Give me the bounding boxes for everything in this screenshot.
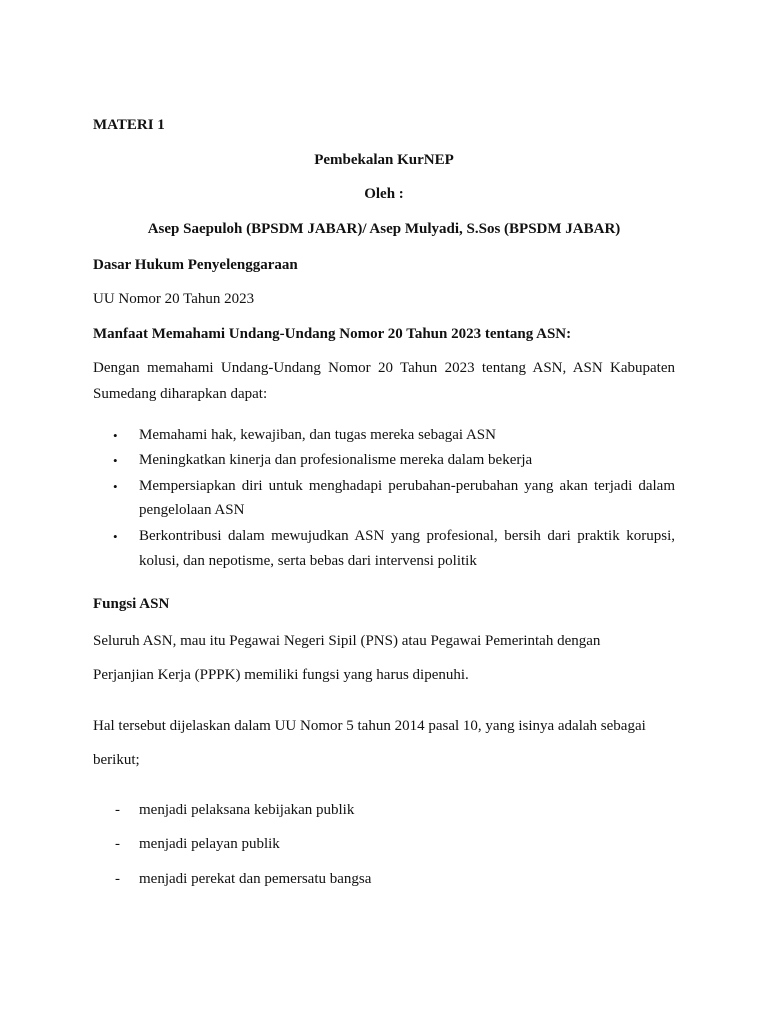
functions-para2-line2: berikut; xyxy=(93,752,140,768)
list-item-text: menjadi pelaksana kebijakan publik xyxy=(139,802,355,818)
list-item-text: Berkontribusi dalam mewujudkan ASN yang profesional, bersih dari praktik korupsi, xyxy=(139,528,675,544)
legal-basis-text: UU Nomor 20 Tahun 2023 xyxy=(93,291,255,307)
document-heading: MATERI 1 xyxy=(93,117,165,133)
functions-heading: Fungsi ASN xyxy=(93,596,170,612)
benefits-intro-line1: Dengan memahami Undang-Undang Nomor 20 Tahun 2023 tentang ASN, ASN Kabupaten xyxy=(93,360,675,376)
list-item-text-continued: kolusi, dan nepotisme, serta bebas dari intervensi politik xyxy=(139,553,477,569)
by-label: Oleh : xyxy=(364,186,404,202)
list-item-text: menjadi perekat dan pemersatu bangsa xyxy=(139,871,372,887)
list-item-text: Mempersiapkan diri untuk menghadapi perubahan-perubahan yang akan terjadi dalam xyxy=(139,478,675,494)
functions-para1-line2: Perjanjian Kerja (PPPK) memiliki fungsi yang harus dipenuhi. xyxy=(93,667,469,683)
dash-icon: - xyxy=(115,871,120,887)
benefits-intro-line2: Sumedang diharapkan dapat: xyxy=(93,386,268,402)
legal-basis-heading: Dasar Hukum Penyelenggaraan xyxy=(93,257,298,273)
dash-icon: - xyxy=(115,802,120,818)
document-title: Pembekalan KurNEP xyxy=(314,152,454,168)
benefits-heading: Manfaat Memahami Undang-Undang Nomor 20 Tahun 2023 tentang ASN: xyxy=(93,326,572,342)
dash-icon: - xyxy=(115,836,120,852)
bullet-icon: • xyxy=(113,529,118,544)
bullet-icon: • xyxy=(113,428,118,443)
document-page xyxy=(93,0,675,1024)
bullet-icon: • xyxy=(113,479,118,494)
list-item-text-continued: pengelolaan ASN xyxy=(139,502,245,518)
list-item-text: Meningkatkan kinerja dan profesionalisme mereka dalam bekerja xyxy=(139,452,533,468)
functions-para2-line1: Hal tersebut dijelaskan dalam UU Nomor 5 tahun 2014 pasal 10, yang isinya adalah sebagai xyxy=(93,718,646,734)
authors: Asep Saepuloh (BPSDM JABAR)/ Asep Mulyadi, S.Sos (BPSDM JABAR) xyxy=(147,221,621,237)
list-item-text: Memahami hak, kewajiban, dan tugas mereka sebagai ASN xyxy=(139,427,496,443)
bullet-icon: • xyxy=(113,453,118,468)
list-item-text: menjadi pelayan publik xyxy=(139,836,280,852)
functions-para1-line1: Seluruh ASN, mau itu Pegawai Negeri Sipil (PNS) atau Pegawai Pemerintah dengan xyxy=(93,633,601,649)
